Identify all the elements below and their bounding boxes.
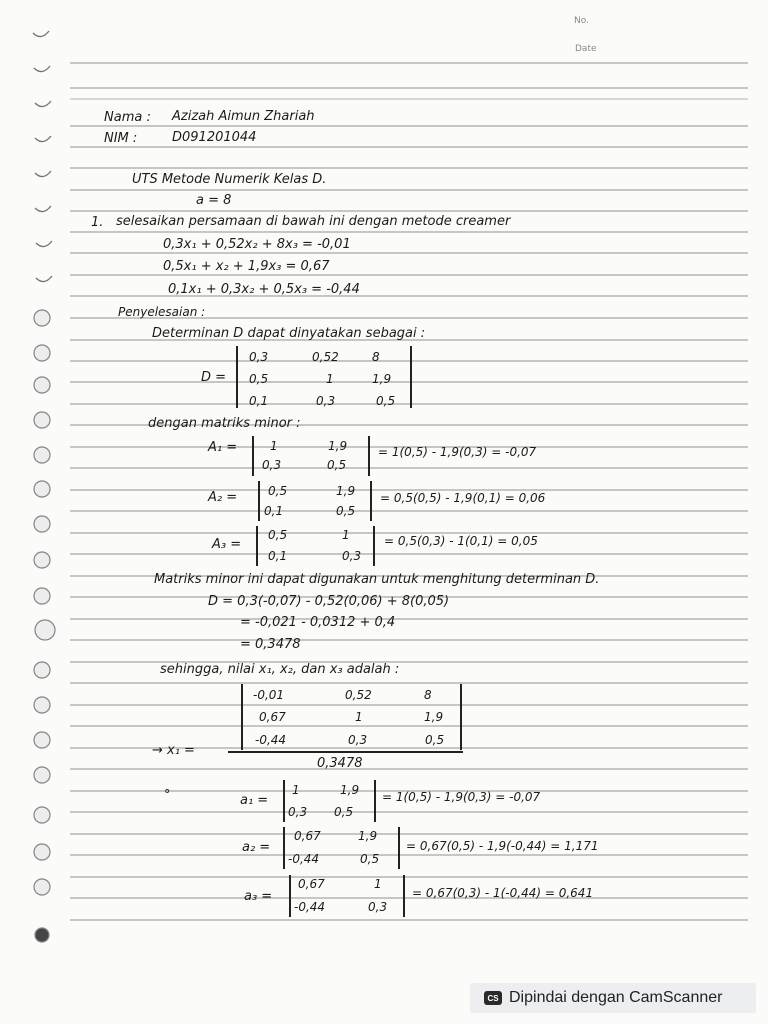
date-label: Date (575, 44, 597, 54)
no-label: No. (574, 16, 589, 26)
minor-a1-label: A₁ = (208, 440, 238, 455)
a2-result: = 0,67(0,5) - 1,9(-0,44) = 1,171 (406, 839, 599, 853)
minor-a3-result: = 0,5(0,3) - 1(0,1) = 0,05 (384, 534, 538, 548)
matrix-cell: 0,5 (249, 372, 269, 386)
matrix-cell: -0,44 (294, 900, 326, 914)
matrix-cell: 1 (374, 877, 382, 891)
a1-left-bar (283, 780, 285, 822)
matrix-cell: 0,3 (342, 549, 362, 563)
camscanner-watermark (470, 983, 756, 1013)
matrix-cell: 0,5 (334, 805, 354, 819)
a3-left-bar (289, 875, 291, 917)
d-calc-line-3: = 0,3478 (240, 637, 301, 652)
watermark-text: Dipindai dengan CamScanner (509, 989, 723, 1006)
equation-1: 0,3x₁ + 0,52x₂ + 8x₃ = -0,01 (163, 237, 351, 252)
matrix-cell: 1 (270, 439, 278, 453)
x1-matrix-left-bar (241, 684, 243, 750)
minor-a3-label: A₃ = (212, 537, 242, 552)
d-matrix-right-bar (410, 346, 412, 408)
matrix-cell: 8 (424, 688, 432, 702)
nim-value: D091201044 (172, 130, 257, 145)
minor-a3-left-bar (256, 526, 258, 566)
a3-right-bar (403, 875, 405, 917)
matrix-cell: 0,5 (425, 733, 445, 747)
determinant-intro: Determinan D dapat dinyatakan sebagai : (152, 326, 426, 341)
minor-a1-right-bar (368, 436, 370, 476)
matrix-cell: 0,67 (259, 710, 286, 724)
matrix-cell: 1 (355, 710, 363, 724)
matrix-cell: 0,1 (264, 504, 284, 518)
matrix-cell: 0,3 (262, 458, 282, 472)
x1-denominator: 0,3478 (317, 756, 363, 771)
matrix-cell: 1,9 (424, 710, 444, 724)
matrix-cell: 1,9 (340, 783, 360, 797)
minor-a1-result: = 1(0,5) - 1,9(0,3) = -0,07 (378, 445, 537, 459)
matrix-cell: 0,3 (249, 350, 269, 364)
matrix-cell: -0,44 (255, 733, 287, 747)
a1-result: = 1(0,5) - 1,9(0,3) = -0,07 (382, 790, 541, 804)
nim-label: NIM : (104, 131, 138, 146)
equation-2: 0,5x₁ + x₂ + 1,9x₃ = 0,67 (163, 259, 330, 274)
minor-a2-label: A₂ = (208, 490, 238, 505)
name-label: Nama : (104, 110, 151, 125)
matrix-cell: 8 (372, 350, 380, 364)
matrix-statement: Matriks minor ini dapat digunakan untuk menghitung determinan D. (154, 572, 600, 587)
a3-label: a₃ = (244, 889, 273, 904)
a2-right-bar (398, 827, 400, 869)
minor-a2-right-bar (370, 481, 372, 521)
minor-a2-result: = 0,5(0,5) - 1,9(0,1) = 0,06 (380, 491, 546, 505)
matrix-cell: 0,5 (376, 394, 396, 408)
matrix-cell: 1,9 (358, 829, 378, 843)
matrix-cell: 0,3 (288, 805, 308, 819)
matrix-cell: 0,5 (336, 504, 356, 518)
d-matrix-left-bar (236, 346, 238, 408)
matrix-cell: 0,67 (294, 829, 321, 843)
a1-right-bar (374, 780, 376, 822)
matrix-cell: 0,52 (345, 688, 372, 702)
matrix-cell: 0,5 (268, 528, 288, 542)
matrix-cell: 1 (292, 783, 300, 797)
matrix-cell: 0,5 (327, 458, 347, 472)
problem-instruction: selesaikan persamaan di bawah ini dengan metode creamer (116, 214, 511, 229)
matrix-cell: 0,1 (249, 394, 269, 408)
minor-intro: dengan matriks minor : (148, 416, 301, 431)
a-value: a = 8 (196, 193, 232, 208)
exam-title: UTS Metode Numerik Kelas D. (132, 172, 327, 187)
matrix-cell: 0,52 (312, 350, 339, 364)
x1-label: → x₁ = (152, 743, 195, 758)
matrix-cell: 0,3 (368, 900, 388, 914)
matrix-cell: 1,9 (336, 484, 356, 498)
a3-result: = 0,67(0,3) - 1(-0,44) = 0,641 (412, 886, 594, 900)
matrix-cell: 1,9 (328, 439, 348, 453)
minor-a3-right-bar (373, 526, 375, 566)
name-value: Azizah Aimun Zhariah (172, 109, 315, 124)
minor-a2-left-bar (258, 481, 260, 521)
matrix-cell: 1 (326, 372, 334, 386)
matrix-cell: 0,3 (348, 733, 368, 747)
matrix-cell: 0,67 (298, 877, 325, 891)
d-label: D = (201, 370, 227, 385)
matrix-cell: 0,1 (268, 549, 288, 563)
problem-number: 1. (91, 215, 104, 230)
a2-label: a₂ = (242, 840, 271, 855)
matrix-cell: 1,9 (372, 372, 392, 386)
x1-matrix-right-bar (460, 684, 462, 750)
matrix-cell: 0,5 (268, 484, 288, 498)
matrix-cell: 0,3 (316, 394, 336, 408)
solution-label: Penyelesaian : (118, 305, 206, 319)
fraction-bar (228, 751, 463, 753)
camscanner-logo-icon: CS (484, 991, 502, 1005)
matrix-cell: 0,5 (360, 852, 380, 866)
a1-label: a₁ = (240, 793, 269, 808)
equation-3: 0,1x₁ + 0,3x₂ + 0,5x₃ = -0,44 (168, 282, 360, 297)
d-calc-line-2: = -0,021 - 0,0312 + 0,4 (240, 615, 396, 630)
matrix-cell: 1 (342, 528, 350, 542)
matrix-cell: -0,44 (288, 852, 320, 866)
minor-a1-left-bar (252, 436, 254, 476)
sehingga-line: sehingga, nilai x₁, x₂, dan x₃ adalah : (160, 662, 400, 677)
matrix-cell: -0,01 (253, 688, 285, 702)
d-calc-line-1: D = 0,3(-0,07) - 0,52(0,06) + 8(0,05) (208, 594, 450, 609)
a2-left-bar (283, 827, 285, 869)
bullet-mark: ° (164, 788, 171, 803)
